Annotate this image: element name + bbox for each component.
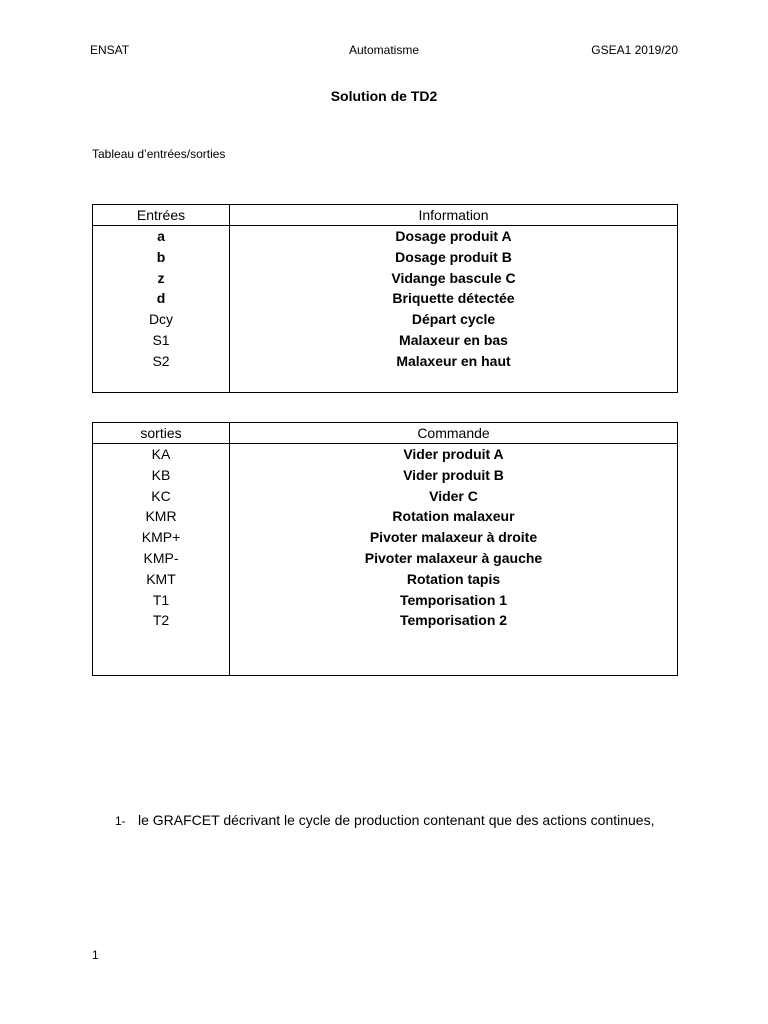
table-spacer-row <box>93 372 678 393</box>
question-number: 1- <box>115 814 126 828</box>
table-row <box>93 527 678 548</box>
question-text: le GRAFCET décrivant le cycle de production contenant que des actions continues, <box>138 812 655 828</box>
output-command: Vider produit A <box>230 444 678 465</box>
table-row <box>93 610 678 631</box>
input-symbol: b <box>93 247 230 268</box>
input-information: Départ cycle <box>230 309 678 330</box>
header-school: ENSAT <box>90 43 130 57</box>
input-information: Briquette détectée <box>230 288 678 309</box>
output-symbol: KA <box>93 444 230 465</box>
empty-cell <box>93 631 230 676</box>
output-command: Pivoter malaxeur à gauche <box>230 548 678 569</box>
table-row <box>93 288 678 309</box>
outputs-table <box>92 422 678 676</box>
output-symbol: T1 <box>93 590 230 611</box>
table-row <box>93 226 678 247</box>
table-row <box>93 506 678 527</box>
output-symbol: KC <box>93 486 230 507</box>
output-command: Rotation tapis <box>230 569 678 590</box>
empty-cell <box>230 631 678 676</box>
header-course: Automatisme <box>348 43 420 57</box>
output-symbol: KB <box>93 465 230 486</box>
input-symbol: S2 <box>93 351 230 372</box>
table-row <box>93 351 678 372</box>
outputs-header-commande: Commande <box>230 423 678 444</box>
input-information: Malaxeur en haut <box>230 351 678 372</box>
table-row <box>93 569 678 590</box>
input-information: Dosage produit A <box>230 226 678 247</box>
outputs-header-sorties: sorties <box>93 423 230 444</box>
table-row <box>93 590 678 611</box>
input-symbol: S1 <box>93 330 230 351</box>
inputs-header-information: Information <box>230 205 678 226</box>
document-title: Solution de TD2 <box>330 88 438 104</box>
output-symbol: KMP+ <box>93 527 230 548</box>
table-row <box>93 330 678 351</box>
output-command: Pivoter malaxeur à droite <box>230 527 678 548</box>
empty-cell <box>230 372 678 393</box>
page-header <box>90 43 678 61</box>
section-subtitle: Tableau d’entrées/sorties <box>92 147 226 161</box>
output-command: Temporisation 1 <box>230 590 678 611</box>
output-symbol: KMR <box>93 506 230 527</box>
header-class-year: GSEA1 2019/20 <box>591 43 678 57</box>
table-row <box>93 247 678 268</box>
question-1 <box>115 809 675 831</box>
table-row <box>93 465 678 486</box>
table-row <box>93 444 678 465</box>
outputs-header-row <box>93 423 678 444</box>
table-row <box>93 548 678 569</box>
table-row <box>93 268 678 289</box>
inputs-table <box>92 204 678 393</box>
input-symbol: Dcy <box>93 309 230 330</box>
input-information: Malaxeur en bas <box>230 330 678 351</box>
input-symbol: a <box>93 226 230 247</box>
input-information: Vidange bascule C <box>230 268 678 289</box>
input-symbol: z <box>93 268 230 289</box>
output-symbol: T2 <box>93 610 230 631</box>
inputs-header-entrees: Entrées <box>93 205 230 226</box>
output-command: Temporisation 2 <box>230 610 678 631</box>
output-command: Vider produit B <box>230 465 678 486</box>
output-command: Rotation malaxeur <box>230 506 678 527</box>
input-symbol: d <box>93 288 230 309</box>
table-row <box>93 486 678 507</box>
input-information: Dosage produit B <box>230 247 678 268</box>
output-command: Vider C <box>230 486 678 507</box>
page-number: 1 <box>92 948 99 962</box>
output-symbol: KMT <box>93 569 230 590</box>
output-symbol: KMP- <box>93 548 230 569</box>
inputs-header-row <box>93 205 678 226</box>
table-spacer-row <box>93 631 678 676</box>
table-row <box>93 309 678 330</box>
empty-cell <box>93 372 230 393</box>
